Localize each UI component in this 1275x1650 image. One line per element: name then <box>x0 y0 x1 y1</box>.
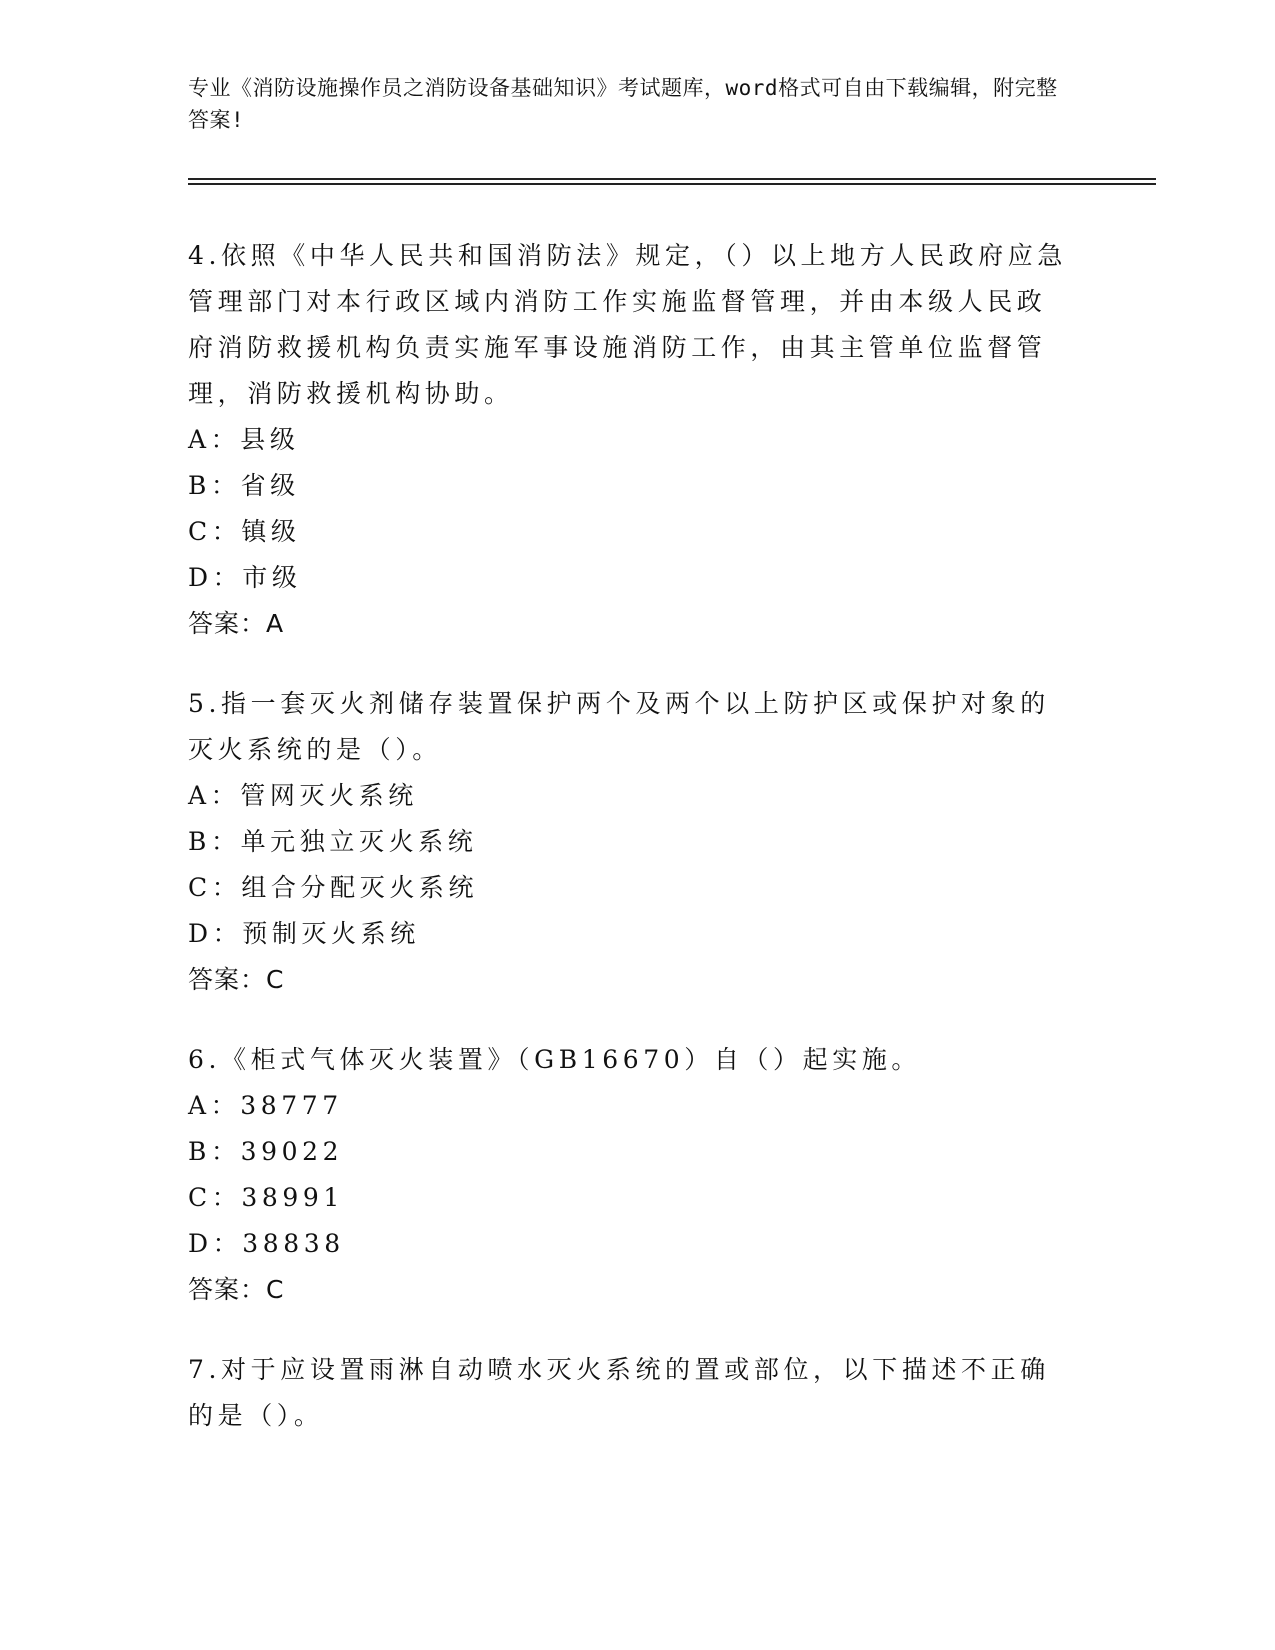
option-c: C：38991 <box>188 1183 344 1212</box>
option-b: B：单元独立灭火系统 <box>188 827 478 856</box>
header-divider-top <box>188 178 1156 180</box>
option-d: D：预制灭火系统 <box>188 919 420 948</box>
question-text: 6.《柜式气体灭火装置》（GB16670）自（）起实施。 <box>188 1045 922 1074</box>
question-5 <box>188 681 1068 1003</box>
option-a: A：管网灭火系统 <box>188 781 418 810</box>
question-list <box>188 233 1068 1473</box>
answer-label: 答案：A <box>188 609 285 638</box>
question-4 <box>188 233 1068 647</box>
question-7 <box>188 1347 1068 1439</box>
answer-label: 答案：C <box>188 965 285 994</box>
option-d: D：38838 <box>188 1229 345 1258</box>
option-d: D：市级 <box>188 563 302 592</box>
option-c: C：镇级 <box>188 517 301 546</box>
option-a: A：38777 <box>188 1091 343 1120</box>
option-a: A：县级 <box>188 425 300 454</box>
header-divider-bottom <box>188 183 1156 185</box>
document-header: 专业《消防设施操作员之消防设备基础知识》考试题库，word格式可自由下载编辑，附完整答案! <box>188 76 1058 132</box>
question-text: 5.指一套灭火剂储存装置保护两个及两个以上防护区或保护对象的灭火系统的是（）。 <box>188 689 1050 764</box>
question-text: 7.对于应设置雨淋自动喷水灭火系统的置或部位，以下描述不正确的是（）。 <box>188 1355 1050 1430</box>
answer-label: 答案：C <box>188 1275 285 1304</box>
question-text: 4.依照《中华人民共和国消防法》规定，（）以上地方人民政府应急管理部门对本行政区域内消防工作实施监督管理，并由本级人民政府消防救援机构负责实施军事设施消防工作，由其主管单位监督管理，消防救援机构协助。 <box>188 241 1067 408</box>
option-b: B：39022 <box>188 1137 344 1166</box>
option-b: B：省级 <box>188 471 300 500</box>
option-c: C：组合分配灭火系统 <box>188 873 479 902</box>
question-6 <box>188 1037 1068 1313</box>
